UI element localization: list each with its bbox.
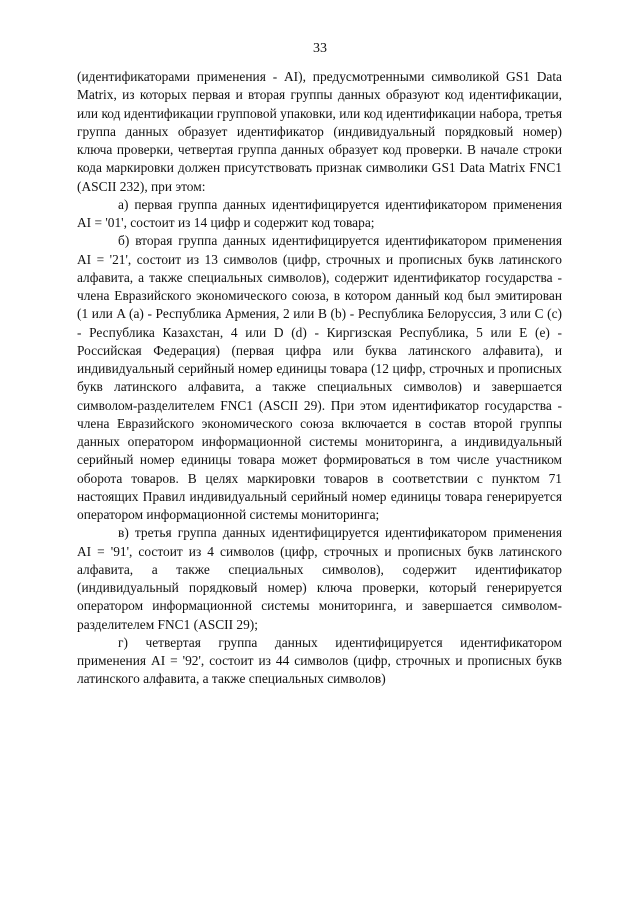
paragraph-item-g: г) четвертая группа данных идентифицируется идентификатором применения AI = '92', состоит из 44 символов (цифр, строчных и прописных букв латинского алфавита, а также специальных символов) (77, 634, 562, 687)
paragraph-item-v: в) третья группа данных идентифицируется идентификатором применения AI = '91', состоит из 4 символов (цифр, строчных и прописных букв латинского алфавита, а также специальных символов), содержит идентификатор (индивидуальный порядковый номер) ключа проверки, который генерируется оператором информационной системы мониторинга, и завершается символом-разделителем FNC1 (ASCII 29); (77, 525, 562, 632)
paragraph-item-b: б) вторая группа данных идентифицируется идентификатором применения AI = '21', состоит из 13 символов (цифр, строчных и прописных букв латинского алфавита, а также специальных символов), содержит идентификатор государства - члена Евразийского экономического союза, в котором данный код был эмитирован (1 или A (a) - Республика Армения, 2 или B (b) - Республика Белоруссия, 3 или C (c) - Республика Казахстан, 4 или D (d) - Киргизская Республика, 5 или E (e) - Российская Федерация) (первая цифра или буква латинского алфавита), и индивидуальный серийный номер единицы товара (12 цифр, строчных и прописных букв латинского алфавита, а также специальных символов) и завершается символом-разделителем FNC1 (ASCII 29). При этом идентификатор государства - члена Евразийского экономического союза включается в состав второй группы данных оператором информационной системы мониторинга, а индивидуальный серийный номер единицы товара может формироваться в том числе участником оборота товаров. В целях маркировки товаров в соответствии с пунктом 71 настоящих Правил индивидуальный серийный номер единицы товара генерируется оператором информационной системы мониторинга; (77, 233, 562, 522)
page-number: 33 (313, 41, 327, 56)
paragraph-item-a: а) первая группа данных идентифицируется идентификатором применения AI = '01', состоит из 14 цифр и содержит код товара; (77, 196, 562, 230)
paragraph-continuation: (идентификаторами применения - AI), предусмотренными символикой GS1 Data Matrix, из которых первая и вторая группы данных образуют код идентификации, или код идентификации групповой упаковки, или код идентификации набора, третья группа данных образует идентификатор (индивидуальный порядковый номер) ключа проверки, четвертая группа данных образует код проверки. В начале строки кода маркировки должен присутствовать признак символики GS1 Data Matrix FNC1 (ASCII 232), при этом: (77, 69, 562, 194)
document-body (77, 68, 562, 689)
